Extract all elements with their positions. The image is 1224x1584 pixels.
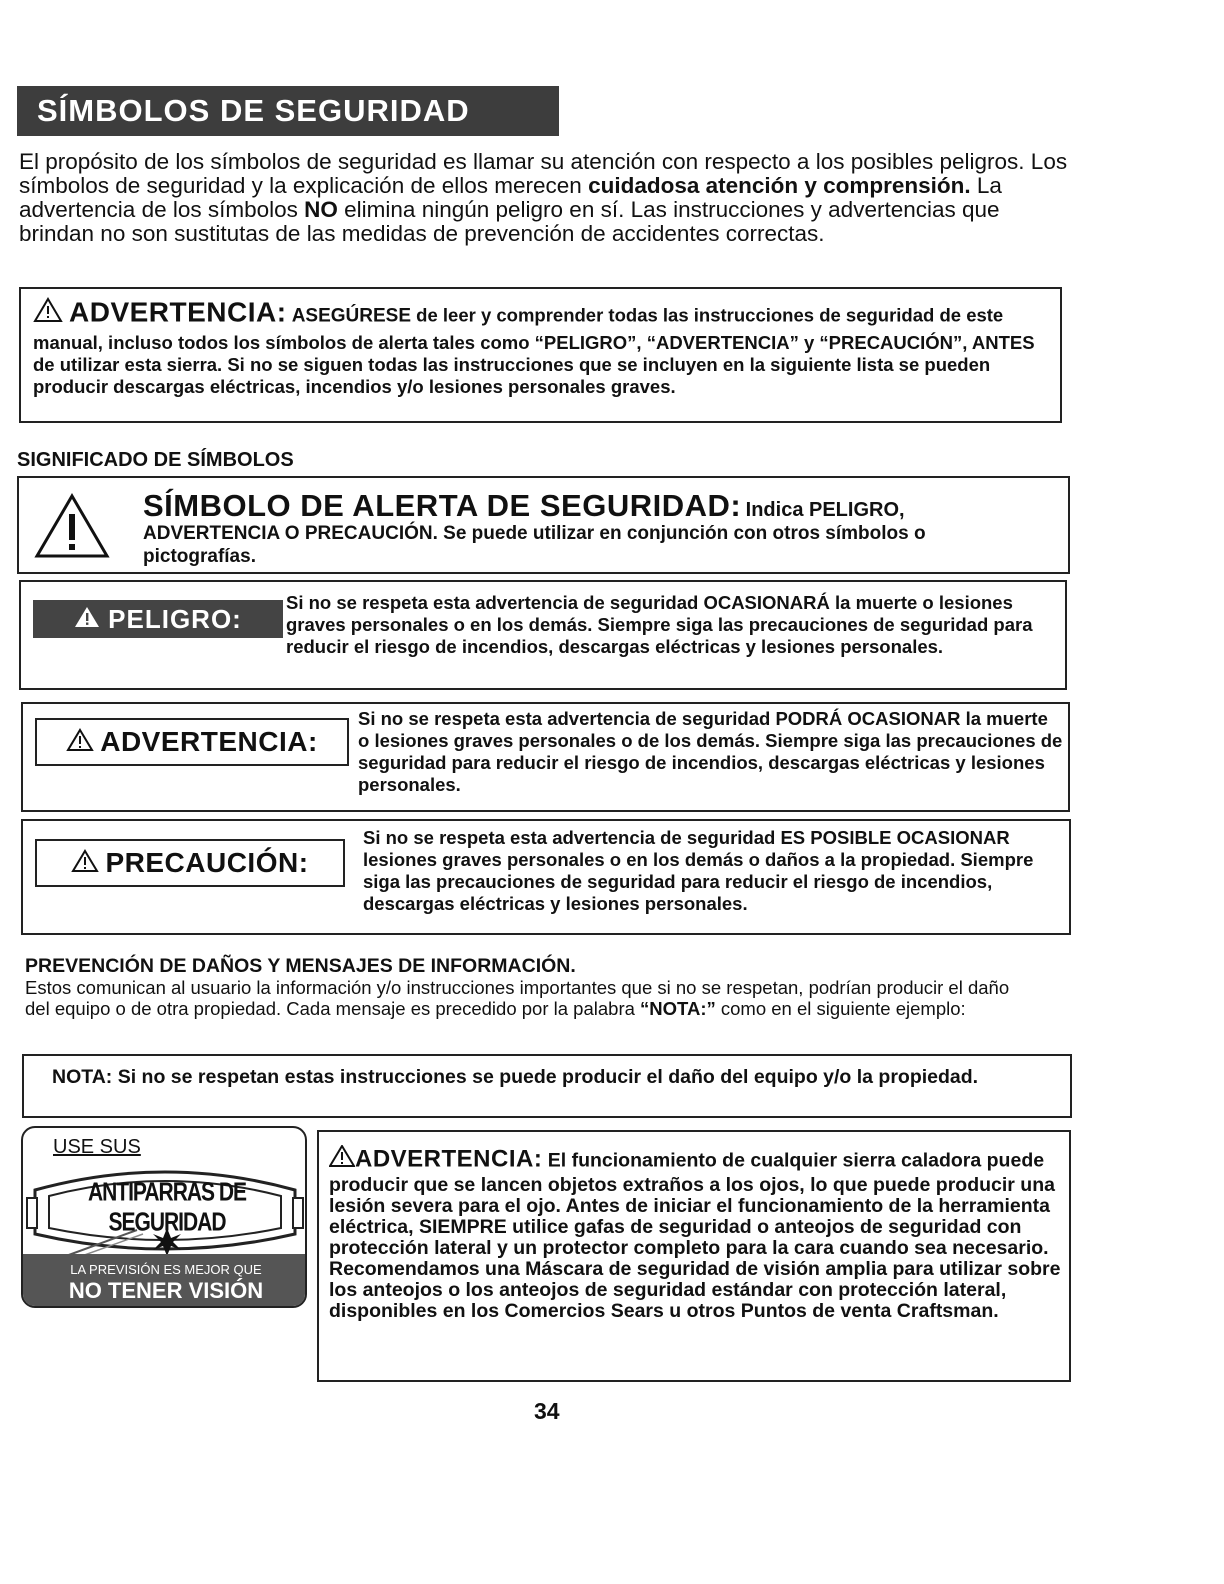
alert-symbol-label: SÍMBOLO DE ALERTA DE SEGURIDAD: [143, 488, 742, 523]
eye-warning-triangle-icon [329, 1145, 355, 1172]
prevention-heading [25, 955, 576, 978]
alert-triangle-icon [33, 492, 111, 565]
advertencia-text: Si no se respeta esta advertencia de seguridad PODRÁ OCASIONAR la muerte o lesiones graves personales o de los demás. Siempre siga las precauciones de seguridad para reducir el riesgo de incendios, descargas eléctricas y lesiones personales. [358, 708, 1063, 795]
alert-symbol-text: ADVERTENCIA O PRECAUCIÓN. Se puede utilizar en conjunción con otros símbolos o pictografías. [143, 523, 926, 567]
symbols-heading [17, 449, 294, 472]
intro-bold-2: NO [304, 197, 338, 222]
eye-warning-label: ADVERTENCIA: [355, 1145, 543, 1173]
page-number: 34 [534, 1398, 560, 1424]
goggles-no-vision-label: NO TENER VISIÓN [68, 1278, 264, 1303]
prevention-text-2: como en el siguiente ejemplo: [715, 998, 966, 1019]
goggles-prevision-label: LA PREVISIÓN ES MEJOR QUE [70, 1262, 262, 1277]
peligro-triangle-icon [74, 604, 100, 635]
prevention-heading-text: PREVENCIÓN DE DAÑOS Y MENSAJES DE INFORMACIÓN. [25, 955, 576, 977]
peligro-text: Si no se respeta esta advertencia de seguridad OCASIONARÁ la muerte o lesiones graves personales o en los demás. Siempre siga las precauciones de seguridad para reducir el riesgo de incendios, descargas eléctricas y lesiones personales. [286, 592, 1033, 657]
precaucion-box [21, 819, 1071, 935]
warning-triangle-icon [33, 297, 63, 328]
precaucion-triangle-icon [71, 849, 99, 878]
advertencia-box [21, 702, 1070, 812]
page-title-text: SÍMBOLOS DE SEGURIDAD [37, 93, 470, 128]
advertencia-label-box [35, 718, 349, 766]
advertencia-label: ADVERTENCIA: [100, 726, 318, 757]
symbols-heading-text: SIGNIFICADO DE SÍMBOLOS [17, 449, 294, 471]
alert-symbol-lead: Indica PELIGRO, [745, 499, 905, 521]
nota-box [22, 1054, 1072, 1118]
peligro-badge [33, 600, 283, 638]
intro-text-1: El propósito de los símbolos de seguridad es llamar su atención con respecto a los posibles peligros. Los símbolos de seguridad y la explicación de ellos merecen [19, 149, 1068, 198]
eye-warning-box [317, 1130, 1071, 1382]
precaucion-text: Si no se respeta esta advertencia de seguridad ES POSIBLE OCASIONAR lesiones graves personales o en los demás o daños a la propiedad. Siempre siga las precauciones de seguridad para reducir el riesgo de incendios, descargas eléctricas y lesiones personales. [363, 827, 1034, 914]
prevention-paragraph [25, 977, 1015, 1019]
precaucion-label-box [35, 839, 345, 887]
intro-text-3: elimina ningún peligro en sí. Las instrucciones y advertencias que brindan no son sustitutas de las medidas de prevención de accidentes correctas. [19, 197, 1000, 246]
eye-warning-text: El funcionamiento de cualquier sierra caladora puede producir que se lancen objetos extraños a los ojos, lo que puede producir una lesión severa para el ojo. Antes de iniciar el funcionamiento de la herramienta eléctrica, SIEMPRE utilice gafas de seguridad o anteojos de seguridad con protección lateral y un protector completo para la cara cuando sea necesario. Recomendamos una Máscara de seguridad de visión amplia para utilizar sobre los anteojos o los anteojos de seguridad estándar con protección lateral, disponibles en los Comercios Sears u otros Puntos de venta Craftsman. [329, 1149, 1061, 1322]
page-title [17, 86, 559, 136]
warning-top-label: ADVERTENCIA: [69, 296, 287, 328]
precaucion-label: PRECAUCIÓN: [105, 847, 309, 878]
goggles-panel [21, 1126, 307, 1308]
peligro-box [19, 580, 1067, 690]
intro-text-2: La advertencia de los símbolos [19, 173, 1002, 222]
peligro-label: PELIGRO: [108, 603, 242, 634]
nota-label: NOTA: [52, 1066, 113, 1088]
goggles-use-label: USE SUS [53, 1136, 141, 1158]
prevention-bold: “NOTA:” [640, 998, 716, 1019]
nota-text: Si no se respetan estas instrucciones se puede producir el daño del equipo y/o la propiedad. [112, 1066, 979, 1088]
alert-symbol-box [17, 476, 1070, 574]
intro-bold-1: cuidadosa atención y comprensión. [588, 173, 971, 198]
intro-paragraph [19, 150, 1079, 246]
advertencia-triangle-icon [66, 728, 94, 757]
warning-top-box [19, 287, 1062, 423]
warning-top-lead: ASEGÚRESE [291, 305, 412, 327]
goggles-antiparras-label: ANTIPARRAS DE SEGURIDAD [87, 1178, 247, 1237]
warning-top-text: de leer y comprender todas las instrucciones de seguridad de este manual, incluso todos los símbolos de alerta tales como “PELIGRO”, “ADVERTENCIA” y “PRECAUCIÓN”, ANTES de utilizar esta sierra. Si no se siguen todas las instrucciones que se incluyen en la siguiente lista se pueden producir descargas eléctricas, incendios y/o lesiones personales graves. [33, 304, 1035, 397]
prevention-text-1: Estos comunican al usuario la información y/o instrucciones importantes que si no se respetan, podrían producir el daño del equipo o de otra propiedad. Cada mensaje es precedido por la palabra [25, 977, 1010, 1019]
goggles-bottom-band [23, 1254, 307, 1308]
